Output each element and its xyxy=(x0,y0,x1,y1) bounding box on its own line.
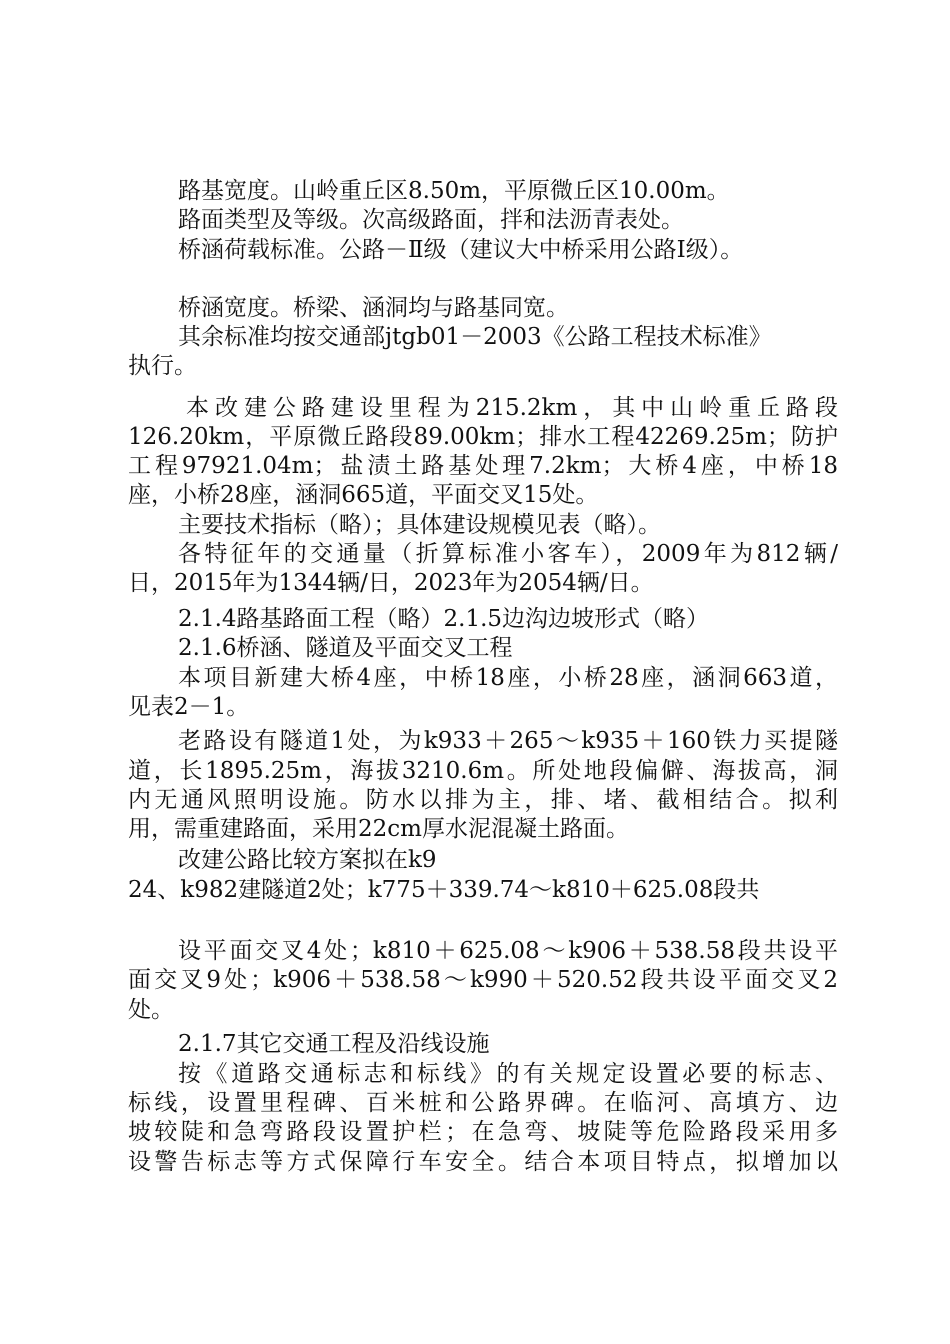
text-line: 主要技术指标（略）；具体建设规模见表（略）。 xyxy=(178,512,661,538)
text-line: 桥涵荷载标准。公路－Ⅱ级（建议大中桥采用公路Ⅰ级）。 xyxy=(178,237,744,263)
text-line: 道，长1895.25m，海拔3210.6m。所处地段偏僻、海拔高，洞 xyxy=(128,758,838,784)
text-line: 路基宽度。山岭重丘区8.50m，平原微丘区10.00m。 xyxy=(178,178,730,204)
text-line: 桥涵宽度。桥梁、涵洞均与路基同宽。 xyxy=(178,295,569,321)
text-line: 日，2015年为1344辆/日，2023年为2054辆/日。 xyxy=(128,570,654,596)
text-line: 执行。 xyxy=(128,353,197,379)
section-heading: 2.1.6桥涵、隧道及平面交叉工程 xyxy=(178,635,513,661)
text-line: 标线，设置里程碑、百米桩和公路界碑。在临河、高填方、边 xyxy=(128,1090,838,1116)
text-line: 改建公路比较方案拟在k9 xyxy=(178,847,437,873)
text-line: 其余标准均按交通部jtgb01－2003《公路工程技术标准》 xyxy=(178,324,772,350)
section-heading: 2.1.7其它交通工程及沿线设施 xyxy=(178,1031,490,1057)
text-line: 设警告标志等方式保障行车安全。结合本项目特点，拟增加以 xyxy=(128,1149,838,1175)
text-line: 内无通风照明设施。防水以排为主，排、堵、截相结合。拟利 xyxy=(128,787,838,813)
text-line: 老路设有隧道1处，为k933＋265～k935＋160铁力买提隧 xyxy=(178,728,838,754)
text-line: 用，需重建路面，采用22cm厚水泥混凝土路面。 xyxy=(128,816,629,842)
text-line: 126.20km，平原微丘路段89.00km；排水工程42269.25m；防护 xyxy=(128,424,838,450)
text-line: 路面类型及等级。次高级路面，拌和法沥青表处。 xyxy=(178,207,684,233)
text-line: 本改建公路建设里程为215.2km，其中山岭重丘路段 xyxy=(186,395,838,421)
text-line: 座，小桥28座，涵洞665道，平面交叉15处。 xyxy=(128,482,599,508)
text-line: 坡较陡和急弯路段设置护栏；在急弯、坡陡等危险路段采用多 xyxy=(128,1119,838,1145)
text-line: 设平面交叉4处；k810＋625.08～k906＋538.58段共设平 xyxy=(178,938,838,964)
section-heading: 2.1.4路基路面工程（略）2.1.5边沟边坡形式（略） xyxy=(178,606,710,632)
text-line: 各特征年的交通量（折算标准小客车），2009年为812辆/ xyxy=(178,541,838,567)
text-line: 工程97921.04m；盐渍土路基处理7.2km；大桥4座，中桥18 xyxy=(128,453,838,479)
text-line: 24、k982建隧道2处；k775＋339.74～k810＋625.08段共 xyxy=(128,877,760,903)
text-line: 本项目新建大桥4座，中桥18座，小桥28座，涵洞663道， xyxy=(178,665,838,691)
text-line: 面交叉9处；k906＋538.58～k990＋520.52段共设平面交叉2 xyxy=(128,967,838,993)
text-line: 见表2－1。 xyxy=(128,694,250,720)
text-line: 处。 xyxy=(128,997,174,1023)
text-line: 按《道路交通标志和标线》的有关规定设置必要的标志、 xyxy=(178,1061,838,1087)
